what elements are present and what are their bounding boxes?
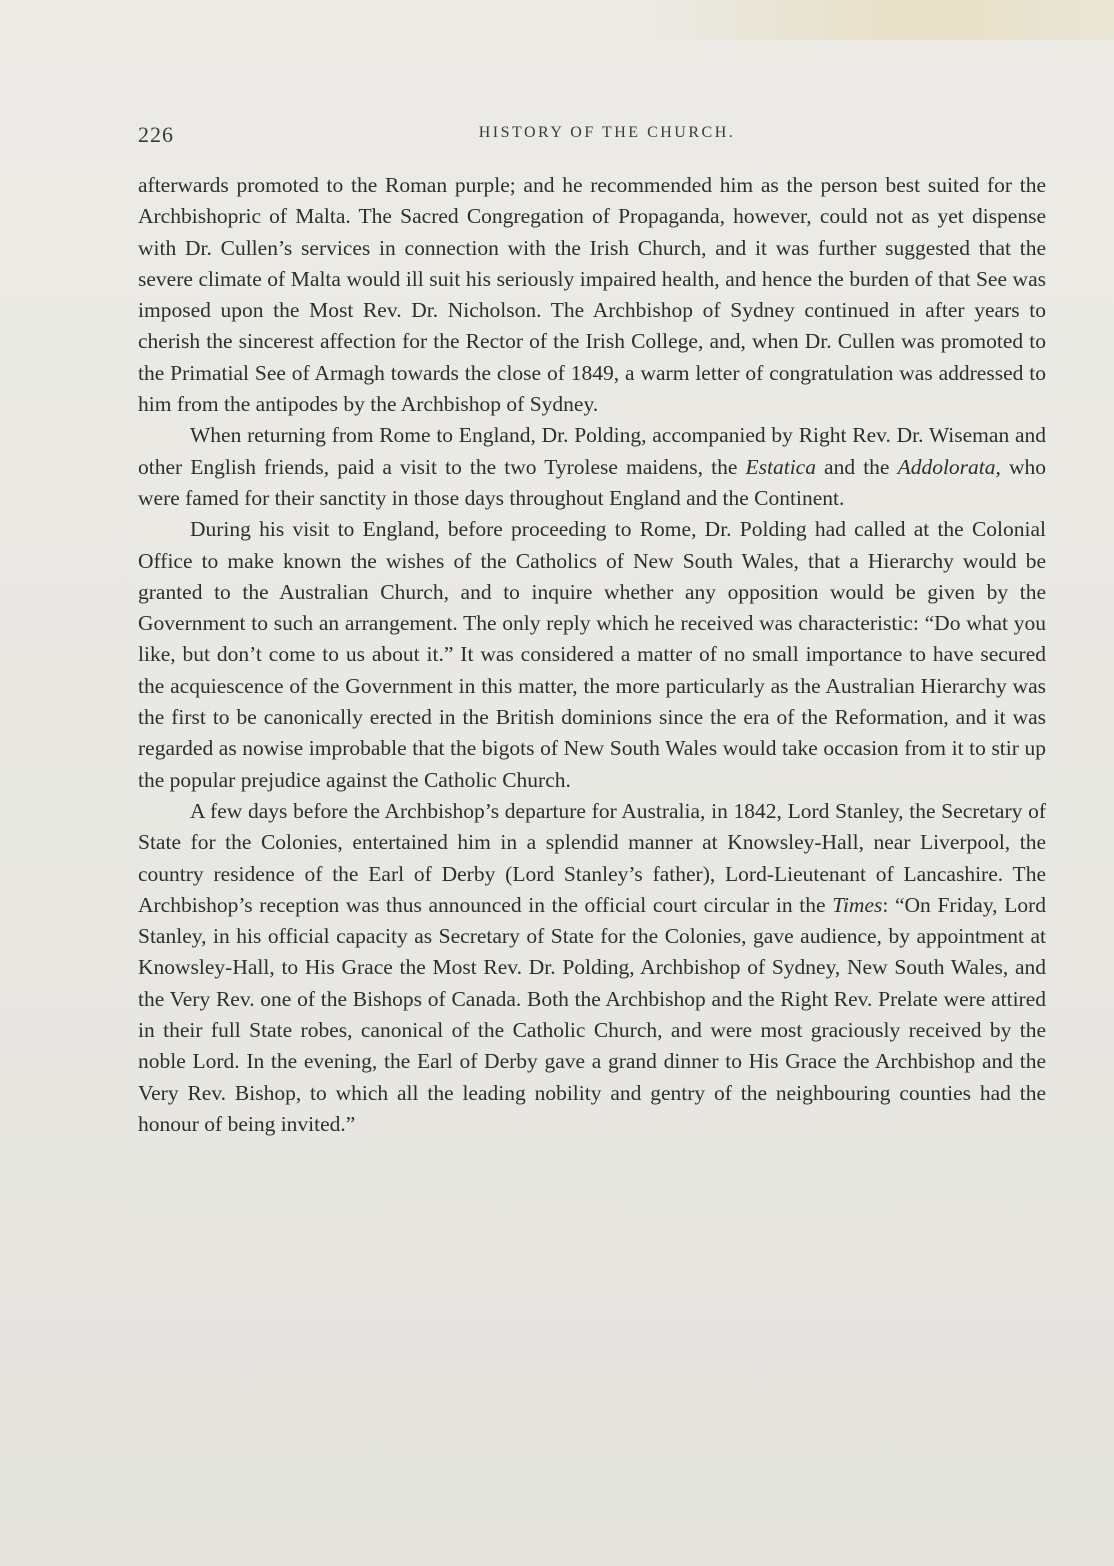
text-segment: afterwards promoted to the Roman purple; and he recommended him as the person best suited for the Archbishopric of Malta. The Sacred Congregation of Propaganda, however, could not as yet dispense with Dr. Cullen’s services in connection with the Irish Church, and it was further suggested that the severe climate of Malta would ill suit his seriously impaired health, and hence the burden of that See was imposed upon the Most Rev. Dr. Nicholson. The Archbishop of Sydney continued in after years to cherish the sincerest affection for the Rector of the Irish College, and, when Dr. Cullen was promoted to the Primatial See of Armagh towards the close of 1849, a warm letter of congratulation was addressed to him from the antipodes by the Archbishop of Sydney. bbox=[138, 173, 1046, 417]
paragraph bbox=[138, 796, 1046, 1140]
text-segment: During his visit to England, before proceeding to Rome, Dr. Polding had called at the Colonial Office to make known the wishes of the Catholics of New South Wales, that a Hierarchy would be granted to the Australian Church, and to inquire whether any opposition would be given by the Government to such an arrangement. The only reply which he received was characteristic: “Do what you like, but don’t come to us about it.” It was considered a matter of no small importance to have secured the acquiescence of the Government in this matter, the more particularly as the Australian Hierarchy was the first to be canonically erected in the British dominions since the era of the Reformation, and it was regarded as nowise improbable that the bigots of New South Wales would take occasion from it to stir up the popular prejudice against the Catholic Church. bbox=[138, 517, 1046, 792]
italic-term: Addolorata, bbox=[897, 454, 1001, 479]
text-segment: who were famed for their sanctity in those days throughout England and the Continent. bbox=[138, 454, 1047, 510]
italic-term: Times bbox=[832, 892, 883, 917]
paragraph bbox=[138, 420, 1046, 514]
paragraph bbox=[138, 514, 1046, 796]
page-header bbox=[138, 118, 1046, 152]
text-segment: : “On Friday, Lord Stanley, in his official capacity as Secretary of State for the Colonies, gave audience, by appointment at Knowsley-Hall, to His Grace the Most Rev. Dr. Polding, Archbishop of Sydney, New South Wales, and the Very Rev. one of the Bishops of Canada. Both the Archbishop and the Right Rev. Prelate were attired in their full State robes, canonical of the Catholic Church, and were most graciously received by the noble Lord. In the evening, the Earl of Derby gave a grand dinner to His Grace the Archbishop and the Very Rev. Bishop, to which all the leading nobility and gentry of the neighbouring counties had the honour of being invited.” bbox=[138, 892, 1046, 1136]
text-segment: When returning from Rome to England, Dr. Polding, accompanied by Right Rev. Dr. Wiseman and other English friends, paid a visit to the two Tyrolese maidens, the bbox=[138, 423, 1046, 479]
text-segment: A few days before the Archbishop’s departure for Australia, in 1842, Lord Stanley, the Secretary of State for the Colonies, entertained him in a splendid manner at Knowsley-Hall, near Liverpool, the country residence of the Earl of Derby (Lord Stanley’s father), Lord-Lieutenant of Lancashire. The Archbishop’s reception was thus announced in the official court circular in the bbox=[138, 798, 1046, 917]
body-text bbox=[138, 170, 1046, 1140]
text-segment: and the bbox=[815, 454, 898, 479]
page-discoloration bbox=[634, 0, 1114, 40]
page-number: 226 bbox=[138, 122, 174, 147]
running-title: HISTORY OF THE CHURCH. bbox=[478, 124, 736, 141]
paragraph bbox=[138, 170, 1046, 420]
italic-term: Estatica bbox=[745, 454, 816, 479]
